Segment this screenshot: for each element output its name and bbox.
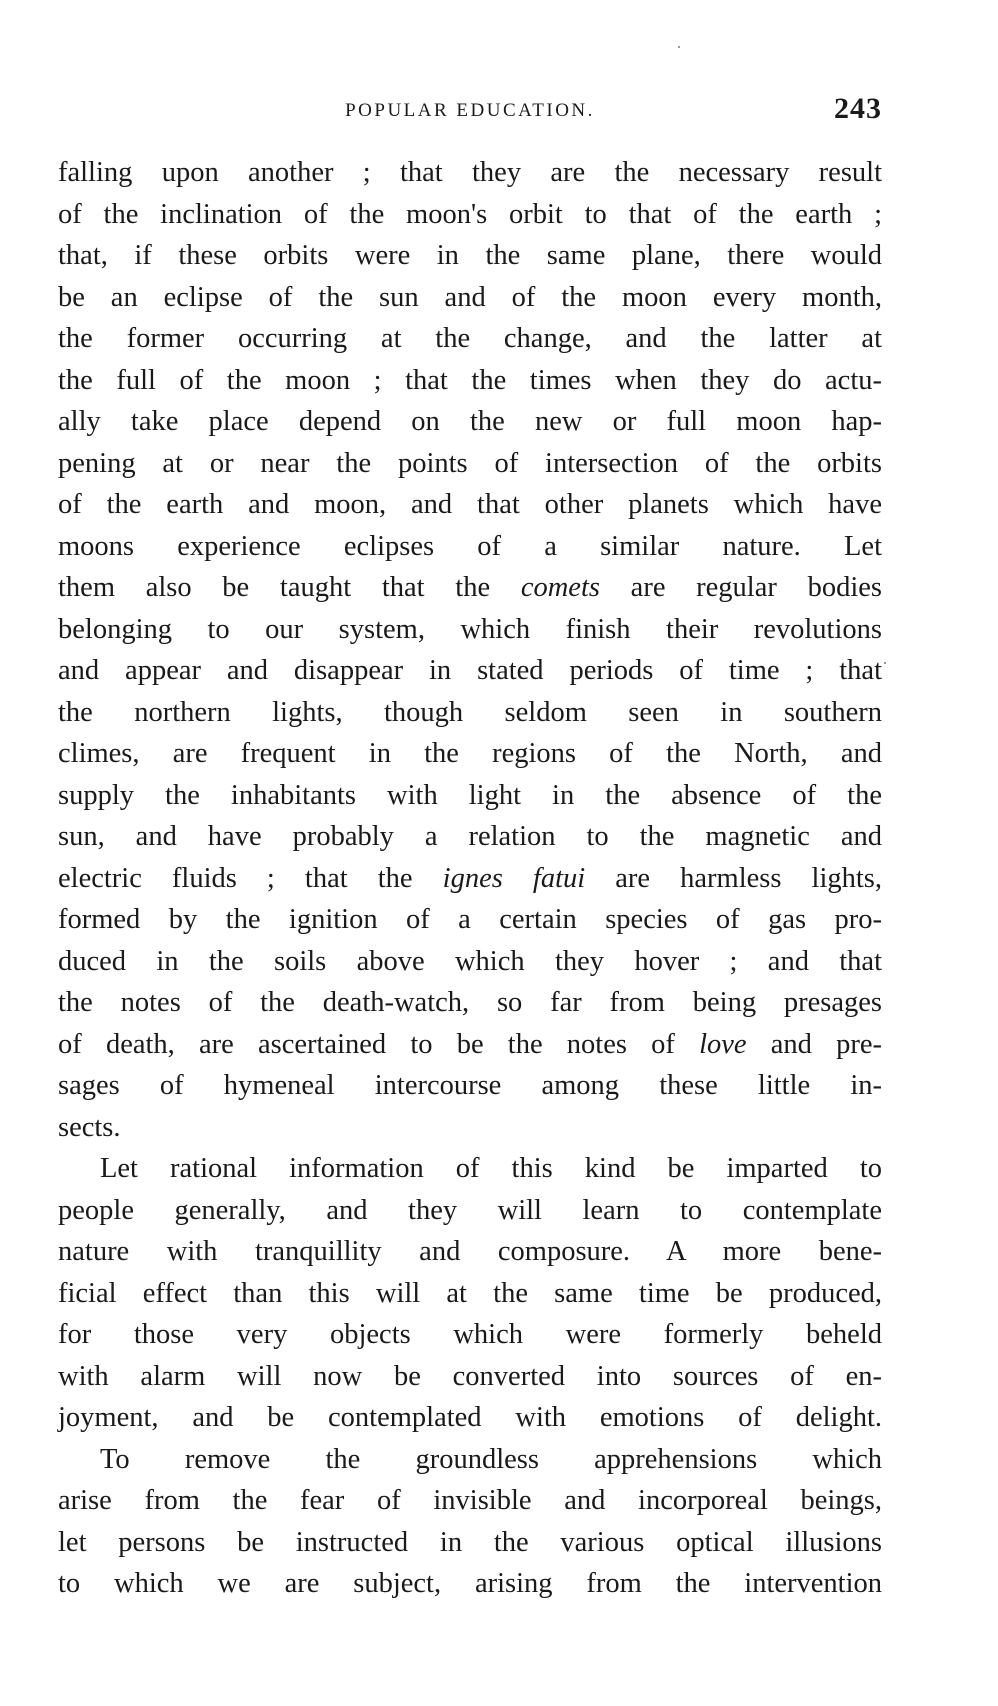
text-segment: of death, are ascertained to be the notes of	[58, 1028, 700, 1060]
text-line: Let rational information of this kind be imparted to	[100, 1153, 882, 1184]
text-line: sages of hymeneal intercourse among these little in-	[58, 1070, 882, 1101]
text-line: formed by the ignition of a certain species of gas pro-	[58, 904, 882, 935]
text-segment: are harmless lights,	[585, 862, 882, 894]
text-line: let persons be instructed in the various optical illusions	[58, 1526, 882, 1558]
page-header	[58, 92, 882, 132]
print-speck	[678, 46, 680, 48]
page-number: 243	[834, 92, 882, 125]
text-line: the former occurring at the change, and the latter at	[58, 323, 882, 354]
text-line: people generally, and they will learn to contemplate	[58, 1194, 882, 1226]
italic-term-comets: comets	[520, 572, 600, 603]
text-line: for those very objects which were formerly beheld	[58, 1319, 882, 1350]
text-line: of the earth and moon, and that other planets which have	[58, 489, 882, 520]
text-line: joyment, and be contemplated with emotions of delight.	[58, 1402, 882, 1433]
text-line: duced in the soils above which they hover ; and that	[58, 945, 882, 977]
text-line: that, if these orbits were in the same plane, there would	[58, 240, 882, 271]
text-segment: them also be taught that the	[58, 572, 521, 603]
text-line: to which we are subject, arising from the intervention	[58, 1568, 882, 1599]
text-line: ficial effect than this will at the same time be produced,	[58, 1277, 882, 1309]
text-line: and appear and disappear in stated periods of time ; that	[58, 655, 882, 686]
italic-term-love: love	[699, 1028, 747, 1060]
italic-term-ignes-fatui: ignes fatui	[442, 862, 586, 894]
body-text	[58, 152, 882, 1605]
text-line: climes, are frequent in the regions of the North, and	[58, 738, 882, 769]
text-line: falling upon another ; that they are the necessary result	[58, 157, 882, 188]
text-line: arise from the fear of invisible and incorporeal beings,	[58, 1485, 882, 1516]
text-line: To remove the groundless apprehensions which	[100, 1443, 882, 1475]
text-segment: are regular bodies	[599, 572, 882, 603]
text-line: moons experience eclipses of a similar nature. Let	[58, 530, 882, 562]
text-line: nature with tranquillity and composure. A more bene-	[58, 1236, 882, 1267]
text-line: belonging to our system, which finish their revolutions	[58, 613, 882, 645]
text-line: sects.	[58, 1111, 121, 1143]
text-line: the notes of the death-watch, so far from being presages	[58, 987, 882, 1018]
text-segment: electric fluids ; that the	[58, 862, 443, 894]
text-line	[58, 1024, 882, 1066]
text-line: sun, and have probably a relation to the magnetic and	[58, 821, 882, 852]
text-line: supply the inhabitants with light in the absence of the	[58, 779, 882, 811]
text-line	[58, 567, 882, 609]
text-line: ally take place depend on the new or full moon hap-	[58, 406, 882, 437]
text-segment: and pre-	[746, 1028, 883, 1060]
text-line: the full of the moon ; that the times when they do actu-	[58, 364, 882, 396]
text-line: the northern lights, though seldom seen in southern	[58, 696, 882, 728]
text-line: with alarm will now be converted into sources of en-	[58, 1360, 882, 1392]
running-head: POPULAR EDUCATION.	[345, 100, 595, 121]
text-line: of the inclination of the moon's orbit to that of the earth ;	[58, 198, 882, 230]
print-speck	[884, 662, 886, 664]
text-line	[58, 858, 882, 900]
text-line: pening at or near the points of intersection of the orbits	[58, 447, 882, 479]
text-line: be an eclipse of the sun and of the moon every month,	[58, 281, 882, 313]
